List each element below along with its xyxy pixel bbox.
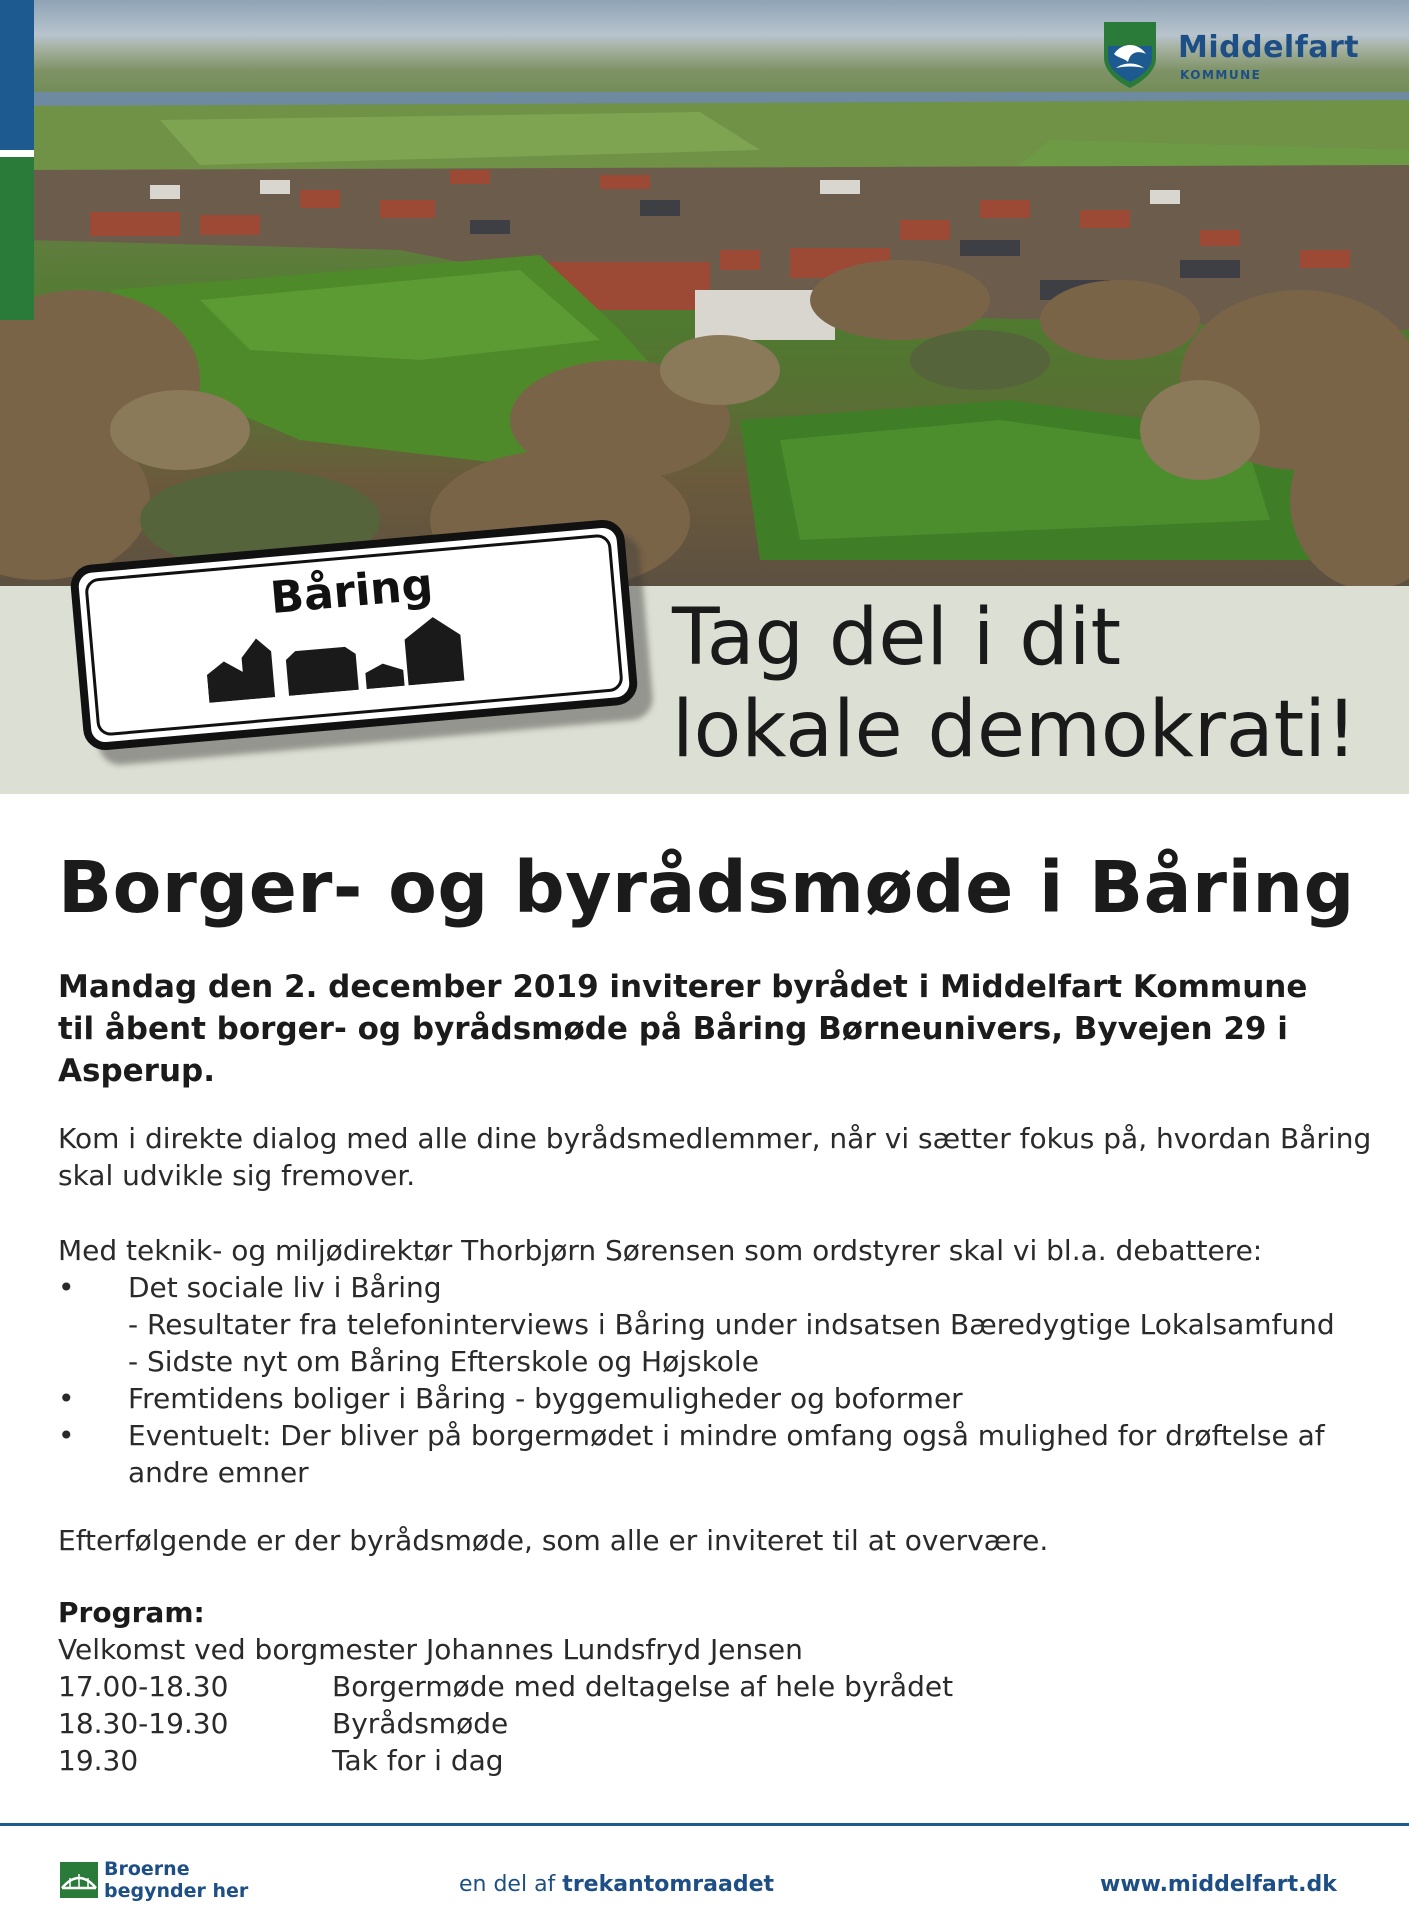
- list-item-text: Eventuelt: Der bliver på borgermødet i mindre omfang også mulighed for drøftelse af: [128, 1419, 1325, 1452]
- list-item: [58, 1417, 1388, 1454]
- list-item-text: andre emner: [128, 1456, 309, 1489]
- slogan-line-1: Tag del i dit: [672, 593, 1122, 683]
- program-time: 18.30-19.30: [58, 1707, 229, 1740]
- intro-line-3: Asperup.: [58, 1053, 215, 1089]
- website-link[interactable]: www.middelfart.dk: [1100, 1872, 1337, 1897]
- trekantomraadet-tagline: [459, 1872, 774, 1897]
- bridge-icon: [60, 1862, 98, 1898]
- list-item-text: Det sociale liv i Båring: [128, 1271, 442, 1304]
- bullet-icon: •: [58, 1271, 75, 1304]
- council-meeting-text: Efterfølgende er der byrådsmøde, som alle er inviteret til at overvære.: [58, 1524, 1049, 1557]
- slogan: [672, 592, 1392, 776]
- dialog-line-1: Kom i direkte dialog med alle dine byrådsmedlemmer, når vi sætter fokus på, hvordan Båring: [58, 1122, 1372, 1155]
- program-description: Byrådsmøde: [332, 1707, 509, 1740]
- intro-line-1: Mandag den 2. december 2019 inviterer byrådet i Middelfart Kommune: [58, 969, 1308, 1005]
- brand-bar-divider: [0, 150, 34, 157]
- brand-bar-green: [0, 157, 34, 320]
- broerne-logo: [60, 1858, 320, 1906]
- program-heading: Program:: [58, 1596, 205, 1629]
- list-subitem-text: - Resultater fra telefoninterviews i Båring under indsatsen Bæredygtige Lokalsamfund: [128, 1308, 1335, 1341]
- intro-line-2: til åbent borger- og byrådsmøde på Båring Børneunivers, Byvejen 29 i: [58, 1011, 1288, 1047]
- broerne-line-1: Broerne: [104, 1858, 190, 1880]
- footer-divider: [0, 1823, 1409, 1826]
- dialog-paragraph: [58, 1120, 1388, 1194]
- program-time: 17.00-18.30: [58, 1670, 229, 1703]
- debate-intro-text: Med teknik- og miljødirektør Thorbjørn Sørensen som ordstyrer skal vi bl.a. debattere:: [58, 1234, 1263, 1267]
- intro-paragraph: [58, 966, 1358, 1092]
- program-description: Tak for i dag: [332, 1744, 504, 1777]
- list-item-text: Fremtidens boliger i Båring - byggemuligheder og boformer: [128, 1382, 963, 1415]
- list-subitem: [58, 1306, 1388, 1343]
- tagline-prefix: en del af: [459, 1872, 563, 1897]
- dialog-line-2: skal udvikle sig fremover.: [58, 1159, 416, 1192]
- logo-name: Middelfart: [1178, 30, 1360, 65]
- hero-photo: [0, 0, 1409, 586]
- slogan-line-2: lokale demokrati!: [672, 685, 1358, 775]
- program-welcome: Velkomst ved borgmester Johannes Lundsfryd Jensen: [58, 1633, 803, 1666]
- topic-list: [58, 1269, 1388, 1491]
- bullet-icon: •: [58, 1382, 75, 1415]
- list-item: [58, 1380, 1388, 1417]
- broerne-line-2: begynder her: [104, 1880, 249, 1902]
- coat-of-arms-icon: [1100, 18, 1160, 90]
- list-item: [58, 1269, 1388, 1306]
- brand-bar-blue: [0, 0, 34, 150]
- tagline-brand: trekantomraadet: [562, 1872, 775, 1897]
- list-item-continuation: [58, 1454, 1388, 1491]
- logo-subtitle: KOMMUNE: [1180, 68, 1262, 82]
- list-subitem: [58, 1343, 1388, 1380]
- middelfart-logo: [1100, 18, 1380, 96]
- list-subitem-text: - Sidste nyt om Båring Efterskole og Højskole: [128, 1345, 759, 1378]
- program-description: Borgermøde med deltagelse af hele byrådet: [332, 1670, 954, 1703]
- bullet-icon: •: [58, 1419, 75, 1452]
- council-meeting-note: [58, 1522, 1388, 1559]
- page-title: Borger- og byrådsmøde i Båring: [58, 846, 1355, 929]
- town-sign-name: Båring: [268, 559, 435, 625]
- program-time: 19.30: [58, 1744, 139, 1777]
- debate-intro: [58, 1232, 1388, 1269]
